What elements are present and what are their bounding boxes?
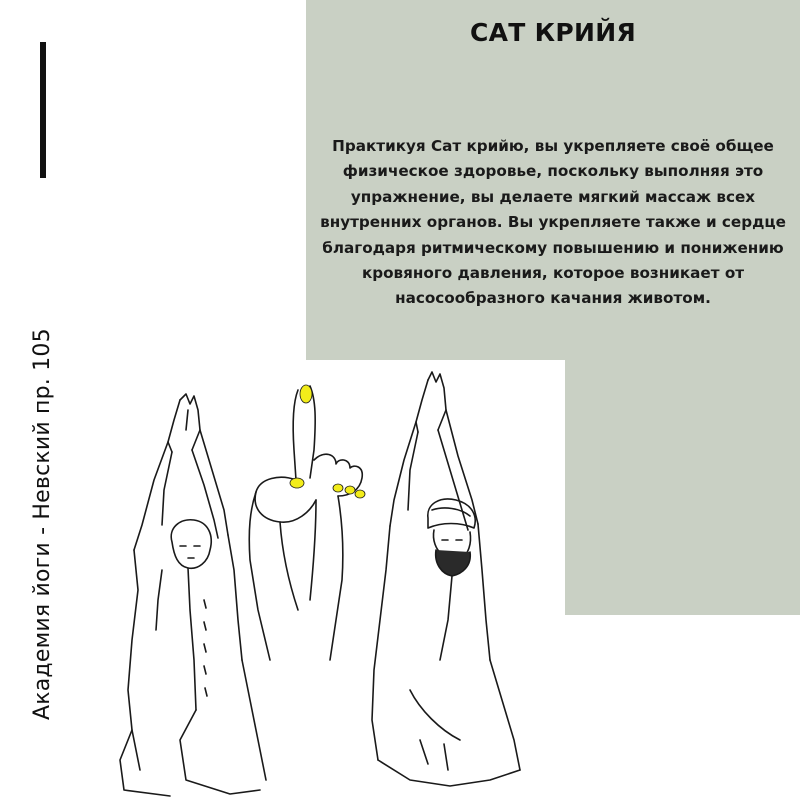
sidebar-caption: Академия йоги - Невский пр. 105 [30, 328, 55, 720]
kneeling-man-figure [372, 372, 520, 786]
page-title: САТ КРИЙЯ [469, 18, 636, 47]
locked-hands-figure [249, 386, 362, 660]
yellow-nails [290, 385, 365, 498]
decorative-vertical-bar [40, 42, 46, 178]
description-text: Практикуя Сат крийю, вы укрепляете своё общее физическое здоровье, поскольку выполняя это упражнение, вы делаете мягкий массаж всех внутренних органов. Вы укрепляете также и сердце благодаря ритмическому повышению и понижению кровяного давления, которое возникает от насосообразного качания животом. [320, 137, 786, 308]
sat-kriya-illustration [110, 360, 565, 800]
kneeling-woman-figure [120, 394, 266, 796]
